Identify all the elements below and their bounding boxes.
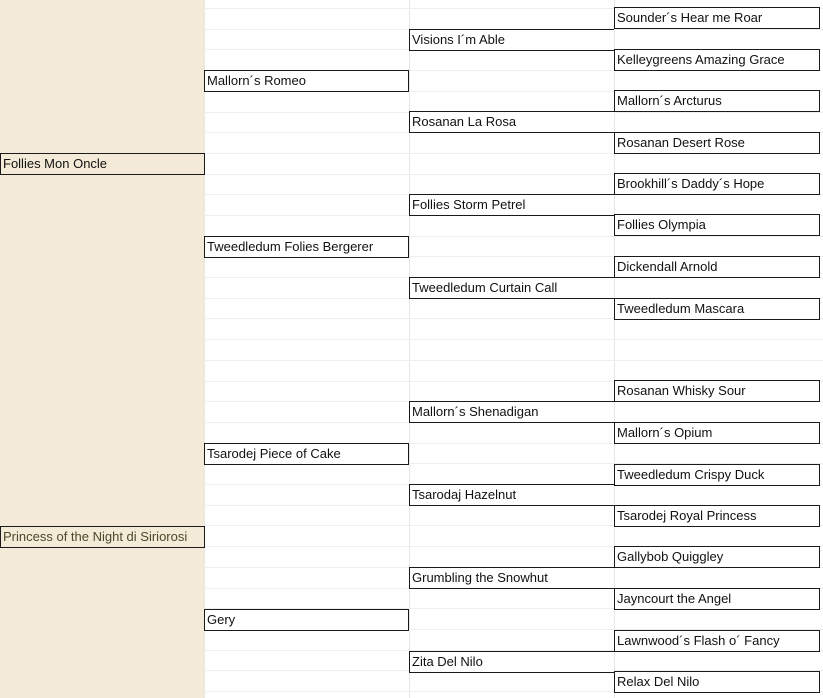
gen4-cell[interactable]: Rosanan Whisky Sour — [614, 380, 820, 402]
gen4-cell[interactable]: Tweedledum Mascara — [614, 298, 820, 320]
gen4-cell[interactable]: Follies Olympia — [614, 214, 820, 236]
column-b — [204, 0, 409, 698]
subject-dam-cell[interactable]: Princess of the Night di Siriorosi — [0, 526, 205, 548]
gen3-cell[interactable]: Follies Storm Petrel — [409, 194, 614, 216]
column-a — [0, 0, 204, 698]
gridline — [409, 0, 410, 698]
gen4-cell[interactable]: Kelleygreens Amazing Grace — [614, 49, 820, 71]
gen4-cell[interactable]: Lawnwood´s Flash o´ Fancy — [614, 630, 820, 652]
gen2-cell[interactable]: Tsarodej Piece of Cake — [204, 443, 409, 465]
gen4-cell[interactable]: Tweedledum Crispy Duck — [614, 464, 820, 486]
gen4-cell[interactable]: Rosanan Desert Rose — [614, 132, 820, 154]
gen4-cell[interactable]: Brookhill´s Daddy´s Hope — [614, 173, 820, 195]
gen4-cell[interactable]: Relax Del Nilo — [614, 671, 820, 693]
gen4-cell[interactable]: Dickendall Arnold — [614, 256, 820, 278]
gen4-cell[interactable]: Tsarodej Royal Princess — [614, 505, 820, 527]
gen4-cell[interactable]: Jayncourt the Angel — [614, 588, 820, 610]
gen4-cell[interactable]: Sounder´s Hear me Roar — [614, 7, 820, 29]
gen2-cell[interactable]: Mallorn´s Romeo — [204, 70, 409, 92]
gen2-cell[interactable]: Gery — [204, 609, 409, 631]
row-gridline — [204, 360, 823, 361]
gen3-cell[interactable]: Tweedledum Curtain Call — [409, 277, 614, 299]
gen3-cell[interactable]: Tsarodaj Hazelnut — [409, 484, 614, 506]
gen4-cell[interactable]: Gallybob Quiggley — [614, 546, 820, 568]
gen3-cell[interactable]: Zita Del Nilo — [409, 651, 614, 673]
gridline — [204, 0, 205, 698]
gen3-cell[interactable]: Mallorn´s Shenadigan — [409, 401, 614, 423]
subject-cell[interactable]: Follies Mon Oncle — [0, 153, 205, 175]
gen4-cell[interactable]: Mallorn´s Arcturus — [614, 90, 820, 112]
row-gridline — [204, 339, 823, 340]
gen3-cell[interactable]: Grumbling the Snowhut — [409, 567, 614, 589]
column-c — [409, 0, 614, 698]
gen2-cell[interactable]: Tweedledum Folies Bergerer — [204, 236, 409, 258]
gen4-cell[interactable]: Mallorn´s Opium — [614, 422, 820, 444]
gen3-cell[interactable]: Visions I´m Able — [409, 29, 614, 51]
gen3-cell[interactable]: Rosanan La Rosa — [409, 111, 614, 133]
